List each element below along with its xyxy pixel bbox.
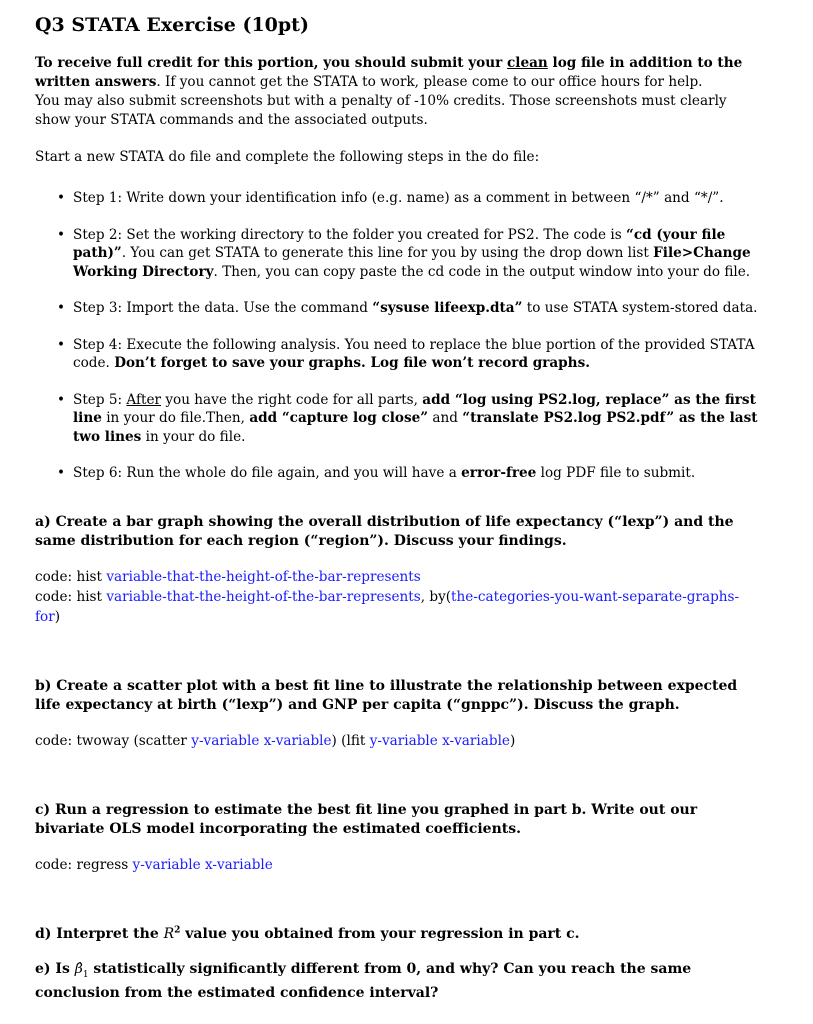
step-2: • Step 2: Set the working directory to the folder you created for PS2. The code is “cd (your file path)”. You can get STATA to generate this line for you by using the drop down list File>Change Working Directory. Then, you can copy paste the cd code in the output window into your do file.: [35, 226, 763, 282]
question-a: a) Create a bar graph showing the overall distribution of life expectancy (“lexp”) and the same distribution for each region (“region”). Discuss your findings.: [35, 513, 734, 549]
code-line-c: code: regress y-variable x-variable: [35, 856, 273, 873]
step-3: • Step 3: Import the data. Use the command “sysuse lifeexp.dta” to use STATA system-stored data.: [35, 299, 763, 318]
step-6: • Step 6: Run the whole do file again, and you will have a error-free log PDF file to submit.: [35, 464, 763, 483]
page-title: Q3 STATA Exercise (10pt): [35, 14, 309, 36]
instructions-lead: Start a new STATA do file and complete the following steps in the do file:: [35, 149, 540, 165]
step-4: • Step 4: Execute the following analysis. You need to replace the blue portion of the provided STATA code. Don’t forget to save your graphs. Log file won’t record graphs.: [35, 336, 763, 373]
code-line-a2: code: hist variable-that-the-height-of-the-bar-represents, by(the-categories-you-want-separate-graphs-for): [35, 588, 740, 625]
code-line-a1: code: hist variable-that-the-height-of-the-bar-represents: [35, 568, 421, 585]
step-1: • Step 1: Write down your identification info (e.g. name) as a comment in between “/*” and “*/”.: [35, 189, 763, 208]
document-page: [35, 14, 763, 1019]
code-line-b: code: twoway (scatter y-variable x-variable) (lfit y-variable x-variable): [35, 732, 516, 749]
question-c: c) Run a regression to estimate the best fit line you graphed in part b. Write out our bivariate OLS model incorporating the estimated coefficients.: [35, 801, 698, 837]
step-5: • Step 5: After you have the right code for all parts, add “log using PS2.log, replace” as the first line in your do file.Then, add “capture log close” and “translate PS2.log PS2.pdf” as the last two lines in your do file.: [35, 391, 763, 447]
steps-list: [35, 189, 763, 483]
question-e: e) Is $\betâ_1$ statistically significantly different from 0, and why? Can you reach the same conclusion from the estimated confidence interval?: [35, 960, 692, 1002]
question-b: b) Create a scatter plot with a best fit line to illustrate the relationship between expected life expectancy at birth (“lexp”) and GNP per capita (“gnppc”). Discuss the graph.: [35, 677, 738, 713]
intro-paragraph: To receive full credit for this portion, you should submit your clean log file in addition to the written answers. If you cannot get the STATA to work, please come to our office hours for help. You may also submit screenshots but with a penalty of -10% credits. Those screenshots must clearly show your STATA commands and the associated outputs.: [35, 55, 743, 128]
question-d: d) Interpret the $R^2$ value you obtained from your regression in part c.: [35, 924, 580, 942]
